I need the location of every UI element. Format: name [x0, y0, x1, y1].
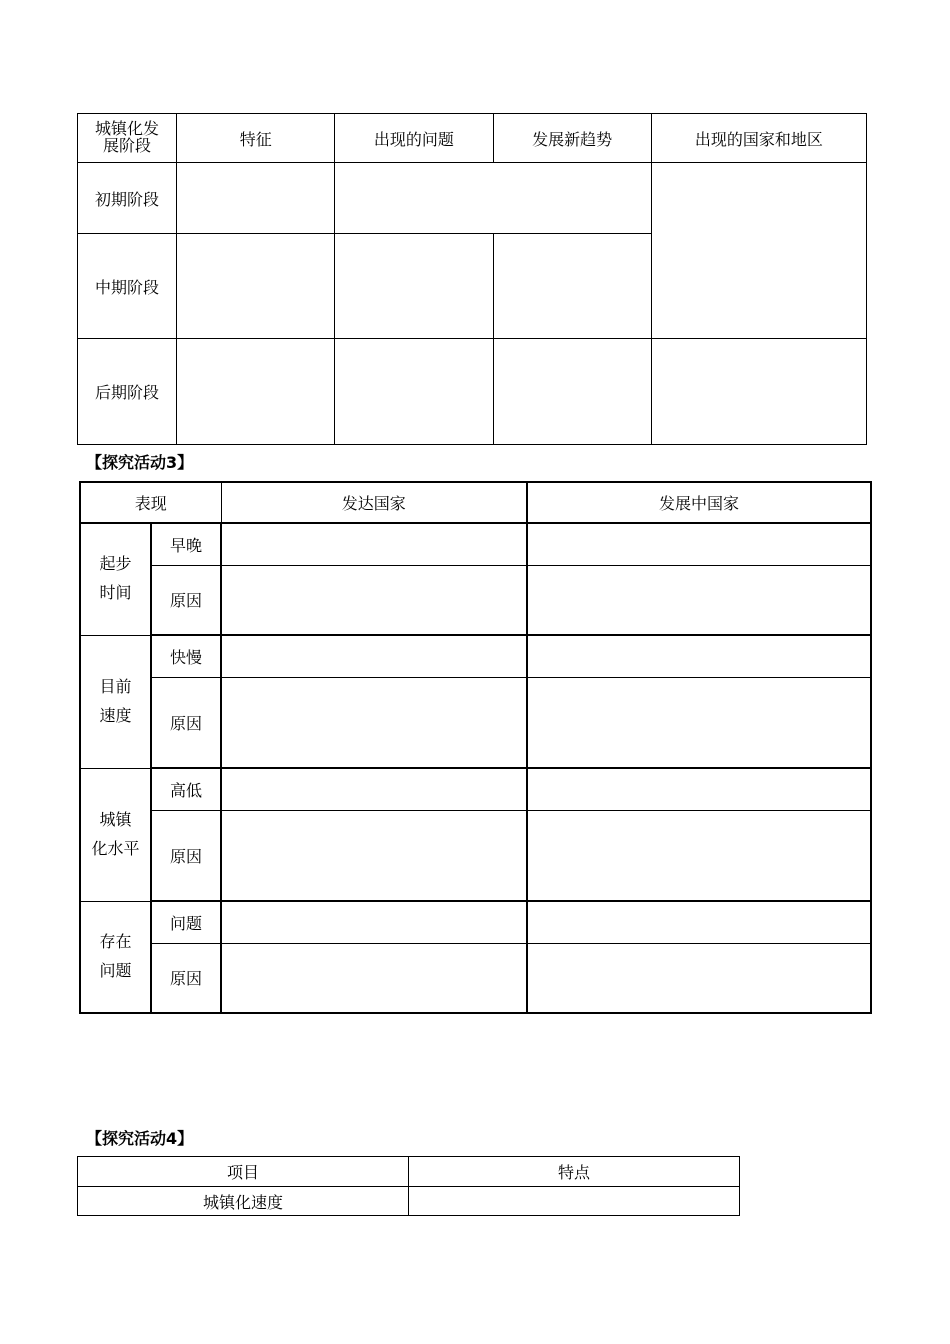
cell-developing-fast-slow[interactable]	[527, 635, 871, 677]
cell-late-trends[interactable]	[493, 339, 651, 445]
sub-high-low: 高低	[151, 768, 221, 810]
group-current-speed	[80, 635, 151, 768]
sub-early-late: 早晚	[151, 523, 221, 565]
cell-developing-reason-1[interactable]	[527, 565, 871, 635]
urbanization-feature-table	[77, 1156, 740, 1216]
cell-developed-high-low[interactable]	[221, 768, 527, 810]
cell-late-regions[interactable]	[651, 339, 866, 445]
group-urbanization-level	[80, 768, 151, 901]
header-characteristics: 特点	[409, 1157, 740, 1187]
cell-developing-early-late[interactable]	[527, 523, 871, 565]
urbanization-stage-table	[77, 113, 867, 445]
row-late-stage: 后期阶段	[78, 339, 177, 445]
cell-developing-reason-4[interactable]	[527, 943, 871, 1013]
cell-initial-problems-trends[interactable]	[335, 163, 651, 234]
header-stage-line2: 展阶段	[103, 136, 152, 155]
cell-middle-problems[interactable]	[335, 234, 493, 339]
cell-developing-problems[interactable]	[527, 901, 871, 943]
cell-developed-reason-3[interactable]	[221, 810, 527, 901]
row-initial-stage: 初期阶段	[78, 163, 177, 234]
cell-developed-reason-4[interactable]	[221, 943, 527, 1013]
group-existing-problems-line2: 问题	[99, 960, 132, 980]
group-start-time	[80, 523, 151, 635]
group-start-time-line2: 时间	[99, 583, 132, 603]
sub-reason-2: 原因	[151, 677, 221, 768]
header-developed: 发达国家	[221, 482, 527, 523]
sub-problems: 问题	[151, 901, 221, 943]
header-problems: 出现的问题	[335, 114, 493, 163]
header-stage-line1: 城镇化发	[95, 119, 160, 139]
cell-late-problems[interactable]	[335, 339, 493, 445]
sub-reason-3: 原因	[151, 810, 221, 901]
row-urbanization-speed: 城镇化速度	[78, 1187, 409, 1216]
cell-developing-high-low[interactable]	[527, 768, 871, 810]
sub-reason-1: 原因	[151, 565, 221, 635]
cell-developed-problems[interactable]	[221, 901, 527, 943]
cell-developed-reason-2[interactable]	[221, 677, 527, 768]
header-developing: 发展中国家	[527, 482, 871, 523]
group-existing-problems	[80, 901, 151, 1013]
cell-late-features[interactable]	[177, 339, 335, 445]
activity4-heading: 【探究活动4】	[86, 1129, 194, 1148]
cell-initial-middle-regions[interactable]	[651, 163, 866, 339]
cell-middle-trends[interactable]	[493, 234, 651, 339]
header-stage	[78, 114, 177, 163]
group-current-speed-line2: 速度	[99, 705, 132, 725]
cell-developing-reason-3[interactable]	[527, 810, 871, 901]
cell-developed-reason-1[interactable]	[221, 565, 527, 635]
sub-reason-4: 原因	[151, 943, 221, 1013]
header-performance: 表现	[80, 482, 221, 523]
group-urbanization-level-line1: 城镇	[99, 809, 132, 829]
header-regions: 出现的国家和地区	[651, 114, 866, 163]
group-current-speed-line1: 目前	[99, 676, 132, 696]
cell-initial-features[interactable]	[177, 163, 335, 234]
header-trends: 发展新趋势	[493, 114, 651, 163]
cell-urbanization-speed-characteristics[interactable]	[409, 1187, 740, 1216]
cell-middle-features[interactable]	[177, 234, 335, 339]
row-middle-stage: 中期阶段	[78, 234, 177, 339]
country-comparison-table	[79, 481, 872, 1014]
cell-developed-early-late[interactable]	[221, 523, 527, 565]
header-features: 特征	[177, 114, 335, 163]
group-existing-problems-line1: 存在	[99, 931, 132, 951]
group-urbanization-level-line2: 化水平	[91, 838, 140, 858]
header-item: 项目	[78, 1157, 409, 1187]
group-start-time-line1: 起步	[99, 554, 132, 574]
cell-developed-fast-slow[interactable]	[221, 635, 527, 677]
activity3-heading: 【探究活动3】	[86, 453, 194, 472]
cell-developing-reason-2[interactable]	[527, 677, 871, 768]
sub-fast-slow: 快慢	[151, 635, 221, 677]
